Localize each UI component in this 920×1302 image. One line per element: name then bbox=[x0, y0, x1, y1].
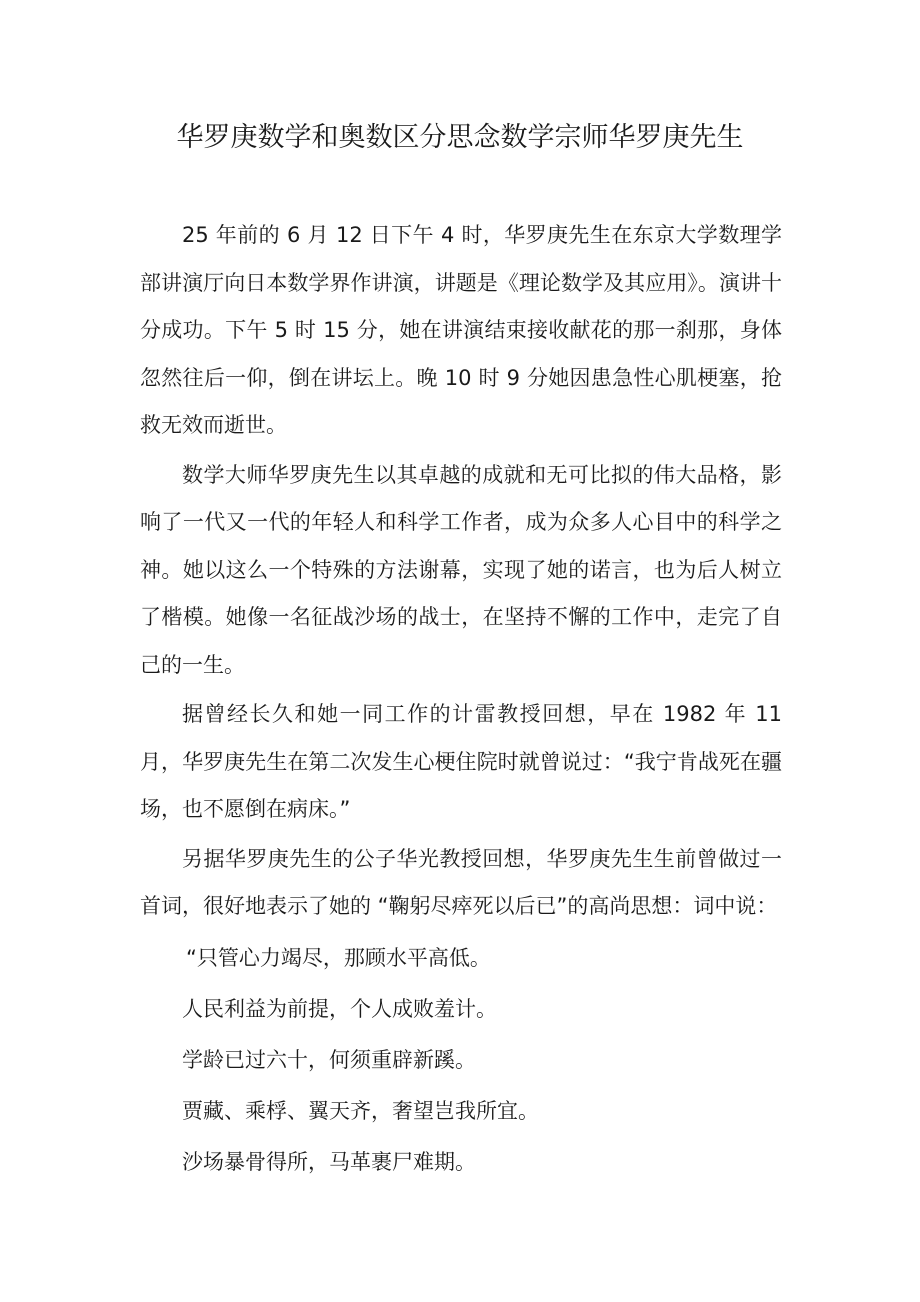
poem-line-1: “只管心力竭尽，那顾水平高低。 bbox=[186, 945, 491, 970]
document-title: 华罗庚数学和奥数区分思念数学宗师华罗庚先生 bbox=[176, 122, 744, 153]
paragraph-4: 另据华罗庚先生的公子华光教授回想，华罗庚先生生前曾做过一首词，很好地表示了她的 “鞠躬尽瘁死以后已”的高尚思想：词中说： bbox=[140, 846, 782, 918]
poem-line-3: 学龄已过六十，何须重辟新蹊。 bbox=[182, 1047, 476, 1072]
paragraph-3: 据曾经长久和她一同工作的计雷教授回想，早在 1982 年 11 月，华罗庚先生在第二次发生心梗住院时就曾说过：“我宁肯战死在疆场，也不愿倒在病床。” bbox=[140, 702, 782, 821]
poem-line-2: 人民利益为前提，个人成败羞计。 bbox=[182, 996, 497, 1021]
paragraph-1: 25 年前的 6 月 12 日下午 4 时，华罗庚先生在东京大学数理学部讲演厅向日本数学界作讲演，讲题是《理论数学及其应用》。演讲十分成功。下午 5 时 15 分，她在讲演结束接收献花的那一刹那，身体忽然往后一仰，倒在讲坛上。晚 10 时 9 分她因患急性心肌梗塞，抢救无效而逝世。 bbox=[140, 223, 782, 437]
paragraph-2: 数学大师华罗庚先生以其卓越的成就和无可比拟的伟大品格，影响了一代又一代的年轻人和科学工作者，成为众多人心目中的科学之神。她以这么一个特殊的方法谢幕，实现了她的诺言，也为后人树立了楷模。她像一名征战沙场的战士，在坚持不懈的工作中，走完了自己的一生。 bbox=[140, 462, 782, 677]
poem bbox=[140, 933, 782, 1188]
poem-line-5: 沙场暴骨得所，马革裹尸难期。 bbox=[182, 1149, 476, 1174]
poem-line-4: 贾藏、乘桴、翼天齐，奢望岂我所宜。 bbox=[182, 1098, 539, 1123]
document-body bbox=[140, 212, 782, 1188]
